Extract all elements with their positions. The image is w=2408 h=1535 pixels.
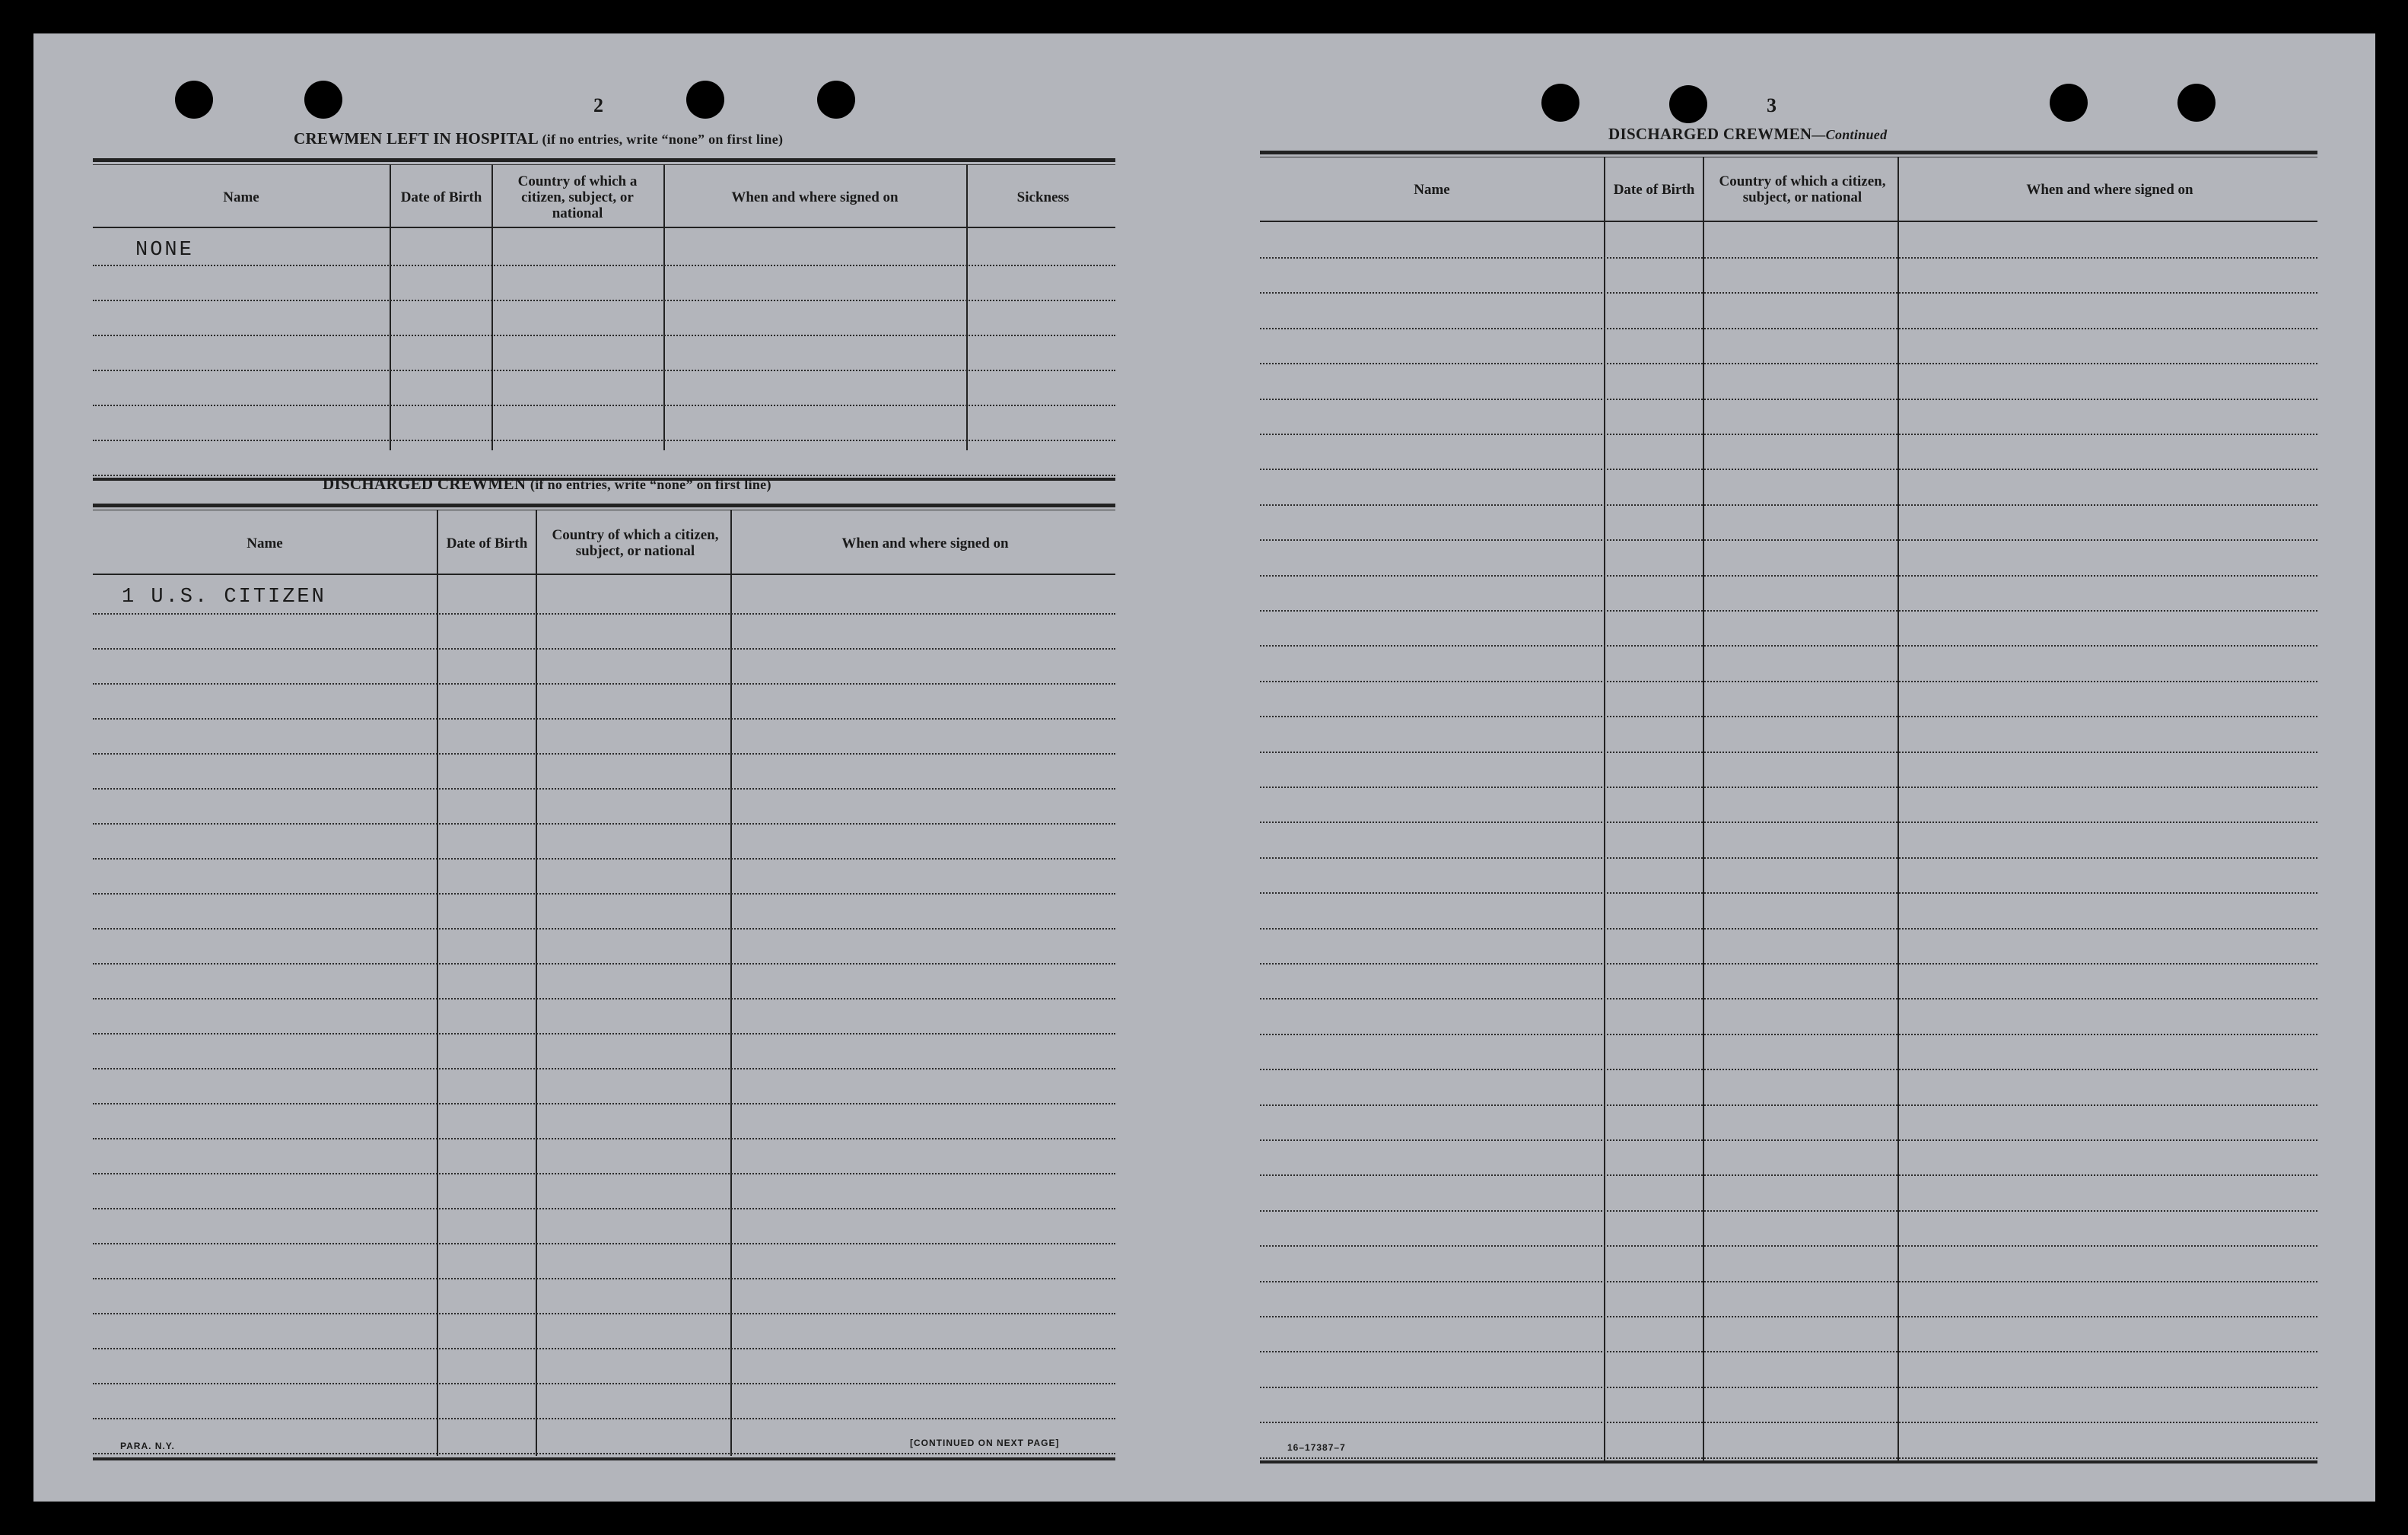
- ruled-line: [93, 1138, 1115, 1139]
- ruled-line: [1260, 1245, 2317, 1247]
- ruled-line: [93, 1313, 1115, 1314]
- ruled-line: [1260, 399, 2317, 400]
- discharged-table: [93, 504, 1115, 1463]
- ruled-line: [1260, 681, 2317, 682]
- ruled-line: [93, 335, 1115, 336]
- ruled-line: [93, 300, 1115, 301]
- ruled-line: [1260, 328, 2317, 329]
- column-header: When and where signed on: [731, 189, 899, 205]
- ruled-line: [93, 648, 1115, 650]
- ruled-line: [93, 1173, 1115, 1174]
- column-header: When and where signed on: [841, 535, 1009, 551]
- hospital-table: [93, 158, 1115, 482]
- ruled-line: [1260, 716, 2317, 717]
- discharged-entry-name: 1 U.S. CITIZEN: [122, 586, 326, 609]
- column-header: Country of which a citizen, subject, or national: [1719, 173, 1886, 205]
- ruled-line: [1260, 1422, 2317, 1423]
- ruled-line: [93, 893, 1115, 895]
- punch-hole: [686, 81, 724, 119]
- ruled-line: [93, 823, 1115, 825]
- ruled-line: [1260, 1139, 2317, 1141]
- punch-hole: [2050, 84, 2088, 122]
- ruled-line: [93, 1418, 1115, 1419]
- punch-hole: [817, 81, 855, 119]
- footer-form-number: 16–17387–7: [1287, 1442, 1346, 1453]
- ruled-line: [93, 998, 1115, 999]
- discharged-section-title: DISCHARGED CREWMEN (if no entries, write “none” on first line): [323, 475, 771, 493]
- ruled-line: [1260, 1387, 2317, 1388]
- column-header: Date of Birth: [446, 535, 528, 551]
- ruled-line: [93, 1033, 1115, 1034]
- ruled-line: [1260, 998, 2317, 999]
- ruled-line: [1260, 363, 2317, 364]
- ruled-line: [1260, 434, 2317, 435]
- ruled-line: [1260, 1034, 2317, 1035]
- ruled-line: [1260, 963, 2317, 965]
- punch-hole: [2177, 84, 2216, 122]
- ruled-line: [1260, 575, 2317, 577]
- ruled-line: [1260, 1069, 2317, 1070]
- ruled-line: [93, 1453, 1115, 1454]
- ruled-line: [1260, 1351, 2317, 1352]
- punch-hole: [1541, 84, 1579, 122]
- column-header: Name: [223, 189, 259, 205]
- ruled-line: [93, 683, 1115, 685]
- column-header: Country of which a citizen, subject, or national: [552, 527, 719, 559]
- ruled-line: [93, 858, 1115, 860]
- discharged-continued-table: [1260, 151, 2317, 1467]
- ruled-line: [1260, 645, 2317, 647]
- ruled-line: [1260, 1316, 2317, 1317]
- ruled-line: [1260, 752, 2317, 753]
- ruled-line: [1260, 1457, 2317, 1459]
- ruled-line: [1260, 1210, 2317, 1212]
- ruled-line: [1260, 504, 2317, 506]
- ruled-line: [1260, 257, 2317, 259]
- ruled-line: [93, 928, 1115, 930]
- ruled-line: [93, 1348, 1115, 1349]
- ruled-line: [1260, 822, 2317, 823]
- column-header: Date of Birth: [400, 189, 482, 205]
- ruled-line: [1260, 892, 2317, 894]
- page-number-left: 2: [593, 94, 603, 116]
- form-sheet: [33, 33, 2375, 1502]
- ruled-line: [93, 1278, 1115, 1279]
- column-header: Country of which a citizen, subject, or national: [517, 173, 638, 221]
- ruled-line: [1260, 1281, 2317, 1282]
- ruled-line: [93, 718, 1115, 720]
- discharged-continued-title: DISCHARGED CREWMEN—Continued: [1608, 125, 1888, 143]
- ruled-line: [1260, 469, 2317, 470]
- footer-printer: PARA. N.Y.: [120, 1441, 175, 1451]
- hospital-section-title: CREWMEN LEFT IN HOSPITAL (if no entries, write “none” on first line): [294, 129, 784, 148]
- column-header: Name: [247, 535, 283, 551]
- ruled-line: [1260, 1104, 2317, 1106]
- ruled-line: [93, 1068, 1115, 1069]
- column-header: When and where signed on: [2026, 181, 2193, 198]
- ruled-line: [93, 963, 1115, 965]
- column-header: Name: [1414, 181, 1450, 198]
- ruled-line: [93, 1383, 1115, 1384]
- page-number-right: 3: [1767, 94, 1777, 116]
- ruled-line: [1260, 928, 2317, 930]
- ruled-line: [93, 405, 1115, 406]
- punch-hole: [304, 81, 342, 119]
- ruled-line: [93, 1208, 1115, 1209]
- column-header: Sickness: [1016, 189, 1070, 205]
- ruled-line: [1260, 787, 2317, 788]
- ruled-line: [1260, 539, 2317, 541]
- punch-hole: [175, 81, 213, 119]
- column-header: Date of Birth: [1613, 181, 1695, 198]
- ruled-line: [93, 753, 1115, 755]
- ruled-line: [93, 370, 1115, 371]
- ruled-line: [1260, 857, 2317, 859]
- ruled-line: [93, 1103, 1115, 1104]
- ruled-line: [1260, 1174, 2317, 1176]
- ruled-line: [93, 788, 1115, 790]
- ruled-line: [1260, 292, 2317, 294]
- ruled-line: [93, 1243, 1115, 1244]
- ruled-line: [93, 440, 1115, 441]
- punch-hole: [1669, 85, 1707, 123]
- ruled-line: [93, 265, 1115, 266]
- footer-continued: [CONTINUED ON NEXT PAGE]: [910, 1438, 1060, 1448]
- ruled-line: [1260, 610, 2317, 612]
- hospital-entry-name: NONE: [135, 239, 194, 262]
- ruled-line: [93, 613, 1115, 615]
